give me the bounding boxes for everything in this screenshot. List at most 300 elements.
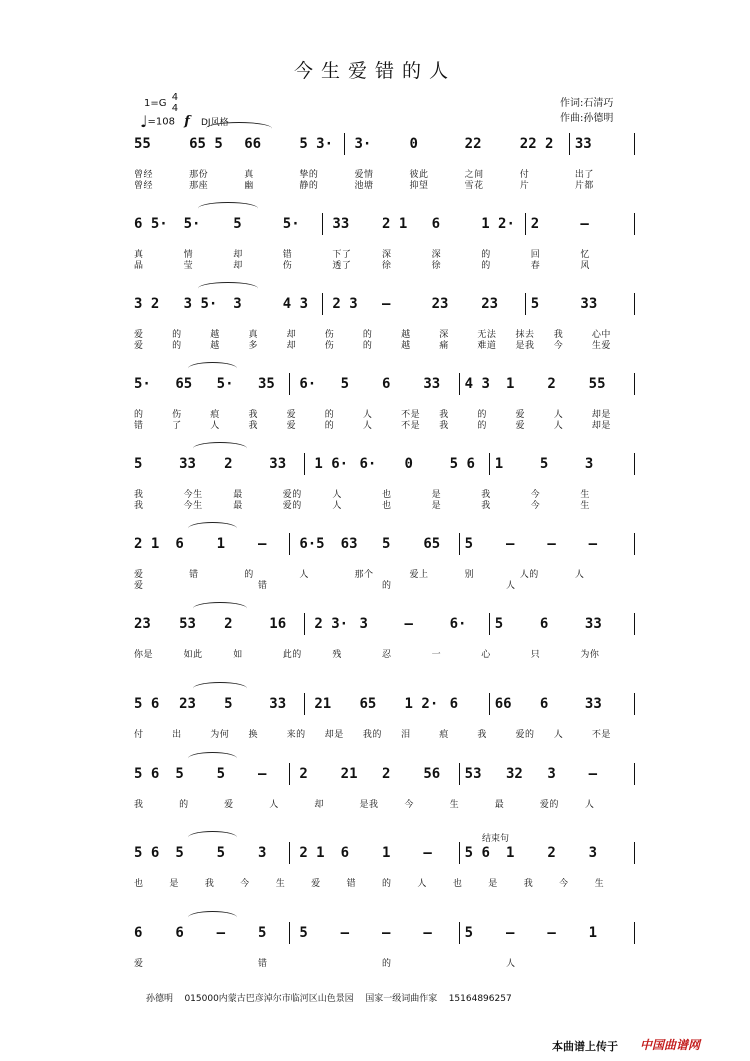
bar-line — [525, 293, 526, 315]
tie-slur — [198, 202, 258, 215]
lyric-syllable: 我的 — [362, 730, 382, 740]
note-group: 33 — [269, 696, 287, 712]
lyric-syllable: 爱 — [134, 341, 144, 351]
note-group: 0 — [409, 136, 418, 152]
note-group: — — [506, 925, 515, 941]
lyric-syllable: 却 — [233, 261, 243, 271]
bar-line — [489, 453, 490, 475]
lyric-syllable: 忍 — [382, 650, 392, 660]
lyric-syllable: 错 — [258, 581, 268, 591]
note-group: 23 — [179, 696, 196, 712]
bar-line — [634, 763, 635, 785]
note-group: 6 — [539, 616, 549, 632]
note-group: 5 — [216, 845, 226, 861]
note-group: 33 — [332, 216, 350, 232]
note-group: 6 — [340, 845, 350, 861]
bar-line — [289, 533, 290, 555]
lyric-syllable: 多 — [248, 341, 258, 351]
note-group: 1 — [506, 376, 515, 392]
lyric-syllable: 爱 — [134, 959, 144, 969]
lyric-syllable: 爱 — [224, 800, 234, 810]
site-logo: 中国曲谱网 — [640, 1038, 701, 1052]
note-group: 5· — [134, 376, 151, 392]
lyric-syllable: 真 — [248, 330, 258, 340]
tie-slur — [206, 122, 272, 135]
lyric-syllable: 深 — [431, 250, 442, 260]
composer-credit: 作曲:孙德明 — [560, 113, 614, 124]
lyric-syllable: 池塘 — [354, 181, 374, 191]
lyric-syllable: 为你 — [580, 650, 600, 660]
lyric-syllable: 人 — [584, 800, 595, 810]
lyric-syllable: 我 — [204, 879, 215, 889]
lyric-syllable: 的 — [481, 250, 491, 260]
note-group: 53 — [179, 616, 196, 632]
lyric-syllable: 今 — [553, 341, 564, 351]
lyric-syllable: 爱的 — [282, 501, 302, 511]
bar-line — [459, 922, 460, 944]
lyric-syllable: 却是 — [324, 730, 344, 740]
bar-line — [634, 842, 635, 864]
lyric-syllable: 我 — [439, 421, 449, 431]
lyric-syllable: 我 — [134, 800, 144, 810]
lyric-syllable: 却 — [286, 330, 297, 340]
lyric-syllable: 人 — [269, 800, 279, 810]
lyric-syllable: 了 — [172, 421, 182, 431]
lyric-syllable: 晶 — [134, 261, 144, 271]
lyric-syllable: 出了 — [574, 170, 594, 180]
note-group: 22 — [464, 136, 482, 152]
lyric-syllable: 深 — [382, 250, 392, 260]
lyric-syllable: 爱的 — [515, 730, 535, 740]
lyric-syllable: 换 — [248, 730, 258, 740]
bar-line — [322, 293, 323, 315]
note-group: 5· — [183, 216, 201, 232]
note-group: — — [588, 766, 598, 782]
lyric-syllable: 越 — [210, 330, 220, 340]
lyric-syllable: 爱上 — [409, 570, 429, 580]
lyric-syllable: 的 — [172, 330, 182, 340]
lyric-syllable: 却是 — [591, 410, 611, 420]
note-group: 5 — [530, 296, 540, 312]
note-group: 5 — [340, 376, 350, 392]
note-group: 2 1 — [134, 536, 160, 552]
lyric-syllable: 来的 — [286, 730, 306, 740]
lyric-syllable: 的 — [324, 410, 335, 420]
lyric-syllable: 今 — [404, 800, 415, 810]
lyric-syllable: 生 — [580, 490, 590, 500]
lyric-syllable: 深 — [439, 330, 449, 340]
lyric-syllable: 人 — [362, 421, 373, 431]
lyric-syllable: 是我 — [359, 800, 379, 810]
lyric-syllable: 人的 — [519, 570, 539, 580]
lyric-syllable: 人 — [506, 581, 516, 591]
lyric-syllable: 的 — [477, 421, 487, 431]
bar-line — [634, 133, 635, 155]
lyric-syllable: 如此 — [183, 650, 203, 660]
note-group: 55 — [134, 136, 151, 152]
lyric-syllable: 徐 — [431, 261, 442, 271]
lyric-syllable: 人 — [417, 879, 427, 889]
note-group: 5 — [175, 766, 184, 782]
note-group: 6 — [382, 376, 391, 392]
lyric-syllable: 人 — [210, 421, 220, 431]
note-group: 5 3· — [299, 136, 334, 152]
lyric-syllable: 真 — [134, 250, 144, 260]
note-group: — — [506, 536, 515, 552]
lyric-syllable: 的 — [382, 959, 392, 969]
bar-line — [634, 373, 635, 395]
note-group: 63 — [340, 536, 358, 552]
lyric-syllable: 也 — [452, 879, 463, 889]
note-group: 2 — [224, 456, 233, 472]
lyric-syllable: 你是 — [134, 650, 154, 660]
lyric-syllable: 那座 — [189, 181, 209, 191]
note-group: — — [423, 845, 432, 861]
lyric-syllable: 错 — [282, 250, 293, 260]
note-group: 3 — [584, 456, 594, 472]
note-group: 6 — [175, 536, 184, 552]
note-group: 4 3 — [282, 296, 309, 312]
lyric-syllable: 雪花 — [464, 181, 484, 191]
lyric-syllable: 伤 — [172, 410, 182, 420]
lyric-syllable: 真 — [244, 170, 254, 180]
note-group: 65 5 — [189, 136, 223, 152]
note-group: 5 6 — [134, 696, 160, 712]
bar-line — [289, 373, 290, 395]
lyric-syllable: 生 — [594, 879, 605, 889]
note-group: 5 — [216, 766, 226, 782]
note-group: 4 3 — [464, 376, 490, 392]
lyric-syllable: 爱 — [134, 570, 144, 580]
lyric-syllable: 我 — [523, 879, 534, 889]
note-group: 1 — [216, 536, 226, 552]
note-group: 5 6 — [449, 456, 475, 472]
lyric-syllable: 那个 — [354, 570, 374, 580]
note-group: 2 — [299, 766, 308, 782]
lyric-syllable: 爱 — [515, 421, 526, 431]
note-group: 1 — [494, 456, 504, 472]
lyric-syllable: 最 — [233, 490, 243, 500]
bar-line — [634, 453, 635, 475]
bar-line — [634, 213, 635, 235]
note-group: 5 — [134, 456, 143, 472]
footer-info: 孙德明 015000内蒙古巴彦淖尔市临河区山色景园 国家一级词曲作家 15164896257 — [146, 994, 512, 1004]
note-group: 1 6· — [314, 456, 349, 472]
lyric-syllable: 伤 — [324, 341, 335, 351]
lyric-syllable: 的 — [134, 410, 144, 420]
lyric-syllable: 春 — [530, 261, 541, 271]
note-group: 23 — [134, 616, 151, 632]
note-group: — — [580, 216, 589, 232]
note-group: 65 — [423, 536, 441, 552]
lyric-syllable: 的 — [324, 421, 335, 431]
lyric-syllable: 出 — [172, 730, 182, 740]
note-group: 1 — [506, 845, 515, 861]
lyric-syllable: 也 — [382, 501, 392, 511]
lyric-syllable: 生 — [449, 800, 460, 810]
lyric-syllable: 爱 — [286, 410, 297, 420]
lyric-syllable: 是 — [169, 879, 179, 889]
lyric-syllable: 的 — [477, 410, 487, 420]
note-group: 2 — [382, 766, 391, 782]
note-group: 21 — [340, 766, 358, 782]
lyric-syllable: 也 — [382, 490, 392, 500]
lyric-syllable: 付 — [519, 170, 530, 180]
lyric-syllable: 是 — [431, 490, 442, 500]
lyric-syllable: 人 — [553, 410, 564, 420]
tie-slur — [188, 362, 238, 375]
lyric-syllable: 今 — [530, 490, 541, 500]
lyric-syllable: 片 — [519, 181, 530, 191]
bar-line — [304, 693, 305, 715]
lyric-syllable: 爱的 — [539, 800, 559, 810]
tie-slur — [193, 442, 247, 455]
note-group: 22 2 — [519, 136, 554, 152]
note-group: 3 — [233, 296, 242, 312]
note-group: 6 — [134, 925, 143, 941]
lyric-syllable: 我 — [477, 730, 487, 740]
lyric-syllable: 爱的 — [282, 490, 302, 500]
bar-line — [289, 922, 290, 944]
lyric-syllable: 不是 — [401, 421, 421, 431]
bar-line — [489, 613, 490, 635]
lyric-syllable: 的 — [481, 261, 491, 271]
note-group: — — [258, 536, 267, 552]
lyric-syllable: 人 — [332, 490, 342, 500]
lyric-syllable: 之间 — [464, 170, 484, 180]
note-group: 1 — [382, 845, 391, 861]
lyric-syllable: 徐 — [382, 261, 392, 271]
bar-line — [489, 693, 490, 715]
lyric-syllable: 错 — [258, 959, 268, 969]
tie-slur — [193, 602, 247, 615]
note-group: 2 3· — [314, 616, 349, 632]
time-sig-top: 4 — [171, 92, 179, 103]
bar-line — [289, 842, 290, 864]
lyric-syllable: 静的 — [299, 181, 319, 191]
note-group: 5 — [539, 456, 549, 472]
note-group: 5· — [282, 216, 300, 232]
lyric-syllable: 爱 — [515, 410, 526, 420]
note-group: 33 — [269, 456, 287, 472]
note-group: — — [404, 616, 413, 632]
lyric-syllable: 是我 — [515, 341, 535, 351]
lyric-syllable: 挚的 — [299, 170, 319, 180]
note-group: 32 — [506, 766, 523, 782]
lyric-syllable: 无法 — [477, 330, 497, 340]
note-group: — — [547, 925, 556, 941]
bar-line — [459, 842, 460, 864]
song-title: 今生爱错的人 — [293, 60, 456, 82]
note-group: 33 — [423, 376, 441, 392]
note-group: 35 — [258, 376, 275, 392]
note-group: 23 — [431, 296, 449, 312]
lyric-syllable: 我 — [481, 490, 491, 500]
note-group: 5 — [494, 616, 504, 632]
lyric-syllable: 的 — [179, 800, 189, 810]
lyric-syllable: 是 — [431, 501, 442, 511]
note-group: 5 — [258, 925, 267, 941]
tie-slur — [193, 682, 247, 695]
lyric-syllable: 彼此 — [409, 170, 429, 180]
lyric-syllable: 爱 — [134, 330, 144, 340]
lyric-syllable: 我 — [248, 421, 258, 431]
lyric-syllable: 人 — [553, 730, 564, 740]
note-group: 5 6 — [134, 845, 160, 861]
lyric-syllable: 爱 — [286, 421, 297, 431]
bar-line — [634, 693, 635, 715]
bar-line — [304, 453, 305, 475]
note-group: 2 — [547, 845, 556, 861]
lyric-syllable: 别 — [464, 570, 475, 580]
note-group: — — [382, 296, 391, 312]
tie-slur — [188, 522, 238, 535]
note-group: 3 — [588, 845, 598, 861]
lyric-syllable: 残 — [332, 650, 342, 660]
bar-line — [634, 922, 635, 944]
bar-line — [634, 613, 635, 635]
note-group: — — [423, 925, 432, 941]
lyric-syllable: 今 — [240, 879, 250, 889]
note-group: 2 — [530, 216, 540, 232]
bar-line — [459, 373, 460, 395]
lyric-syllable: 最 — [494, 800, 505, 810]
note-group: 3 2 — [134, 296, 160, 312]
lyric-syllable: 抑望 — [409, 181, 429, 191]
note-group: — — [340, 925, 350, 941]
note-group: 6 — [449, 696, 459, 712]
note-group: 6·5 — [299, 536, 325, 552]
note-group: 33 — [584, 696, 602, 712]
lyricist-credit: 作词:石清巧 — [560, 98, 614, 109]
note-group: 5 — [299, 925, 308, 941]
note-group: 3 — [258, 845, 267, 861]
ending-label: 结束句 — [482, 834, 510, 844]
lyric-syllable: 忆 — [580, 250, 590, 260]
note-group: 6 — [431, 216, 441, 232]
note-group: 6 5· — [134, 216, 168, 232]
note-group: 5 — [175, 845, 184, 861]
note-group: 5· — [216, 376, 234, 392]
lyric-syllable: 泪 — [401, 730, 411, 740]
note-group: 2 1 — [299, 845, 325, 861]
lyric-syllable: 伤 — [324, 330, 335, 340]
note-group: 1 2· — [481, 216, 515, 232]
key-label: 1=G — [144, 98, 167, 109]
lyric-syllable: 生 — [580, 501, 590, 511]
time-signature — [172, 92, 178, 114]
lyric-syllable: 人 — [332, 501, 342, 511]
lyric-syllable: 的 — [362, 341, 373, 351]
lyric-syllable: 痕 — [439, 730, 449, 740]
note-group: — — [382, 925, 391, 941]
lyric-syllable: 人 — [299, 570, 309, 580]
bar-line — [525, 213, 526, 235]
note-group: 6· — [299, 376, 317, 392]
lyric-syllable: 却 — [233, 250, 243, 260]
lyric-syllable: 今生 — [183, 490, 203, 500]
note-group: 23 — [481, 296, 499, 312]
quarter-note-icon: ♩ — [140, 112, 148, 131]
note-group: 53 — [464, 766, 482, 782]
lyric-syllable: 越 — [210, 341, 220, 351]
note-group: 6· — [359, 456, 377, 472]
note-group: 2 — [224, 616, 233, 632]
lyric-syllable: 一 — [431, 650, 442, 660]
lyric-syllable: 也 — [134, 879, 144, 889]
lyric-syllable: 痕 — [210, 410, 220, 420]
lyric-syllable: 为何 — [210, 730, 230, 740]
lyric-syllable: 我 — [248, 410, 258, 420]
lyric-syllable: 的 — [172, 341, 182, 351]
dynamic-mark: f — [184, 113, 190, 129]
lyric-syllable: 是 — [488, 879, 498, 889]
note-group: 65 — [175, 376, 193, 392]
lyric-syllable: 曾经 — [134, 170, 154, 180]
lyric-syllable: 却 — [314, 800, 324, 810]
lyric-syllable: 只 — [530, 650, 541, 660]
note-group: 66 — [494, 696, 512, 712]
note-group: 3 — [547, 766, 556, 782]
bar-line — [634, 533, 635, 555]
bar-line — [569, 133, 570, 155]
lyric-syllable: 风 — [580, 261, 590, 271]
note-group: 5 — [464, 536, 474, 552]
bar-line — [459, 763, 460, 785]
note-group: 21 — [314, 696, 332, 712]
upload-text: 本曲谱上传于 — [552, 1040, 618, 1053]
lyric-syllable: 爱 — [311, 879, 321, 889]
note-group: 6 — [175, 925, 184, 941]
note-group: — — [216, 925, 226, 941]
lyric-syllable: 却 — [286, 341, 297, 351]
note-group: 33 — [580, 296, 598, 312]
note-group: 1 2· — [404, 696, 439, 712]
lyric-syllable: 痛 — [439, 341, 449, 351]
lyric-syllable: 生 — [275, 879, 286, 889]
time-sig-bottom: 4 — [171, 103, 179, 114]
lyric-syllable: 错 — [346, 879, 357, 889]
lyric-syllable: 的 — [382, 581, 392, 591]
lyric-syllable: 我 — [481, 501, 491, 511]
note-group: 5 — [224, 696, 233, 712]
lyric-syllable: 今 — [530, 501, 541, 511]
lyric-syllable: 人 — [553, 421, 564, 431]
lyric-syllable: 越 — [401, 330, 411, 340]
note-group: 16 — [269, 616, 287, 632]
lyric-syllable: 如 — [233, 650, 243, 660]
note-group: 0 — [404, 456, 413, 472]
lyric-syllable: 我 — [439, 410, 449, 420]
tie-slur — [198, 282, 258, 295]
lyric-syllable: 抹去 — [515, 330, 535, 340]
note-group: 55 — [588, 376, 606, 392]
lyric-syllable: 错 — [134, 421, 144, 431]
lyric-syllable: 心 — [481, 650, 491, 660]
lyric-syllable: 伤 — [282, 261, 293, 271]
note-group: 5 6 — [134, 766, 160, 782]
lyric-syllable: 我 — [134, 501, 144, 511]
note-group: 3 — [359, 616, 368, 632]
lyric-syllable: 人 — [362, 410, 373, 420]
tempo-value: =108 — [147, 116, 176, 128]
lyric-syllable: 回 — [530, 250, 541, 260]
note-group: 65 — [359, 696, 377, 712]
note-group: 33 — [179, 456, 196, 472]
lyric-syllable: 人 — [574, 570, 585, 580]
lyric-syllable: 付 — [134, 730, 144, 740]
note-group: 5 — [382, 536, 391, 552]
